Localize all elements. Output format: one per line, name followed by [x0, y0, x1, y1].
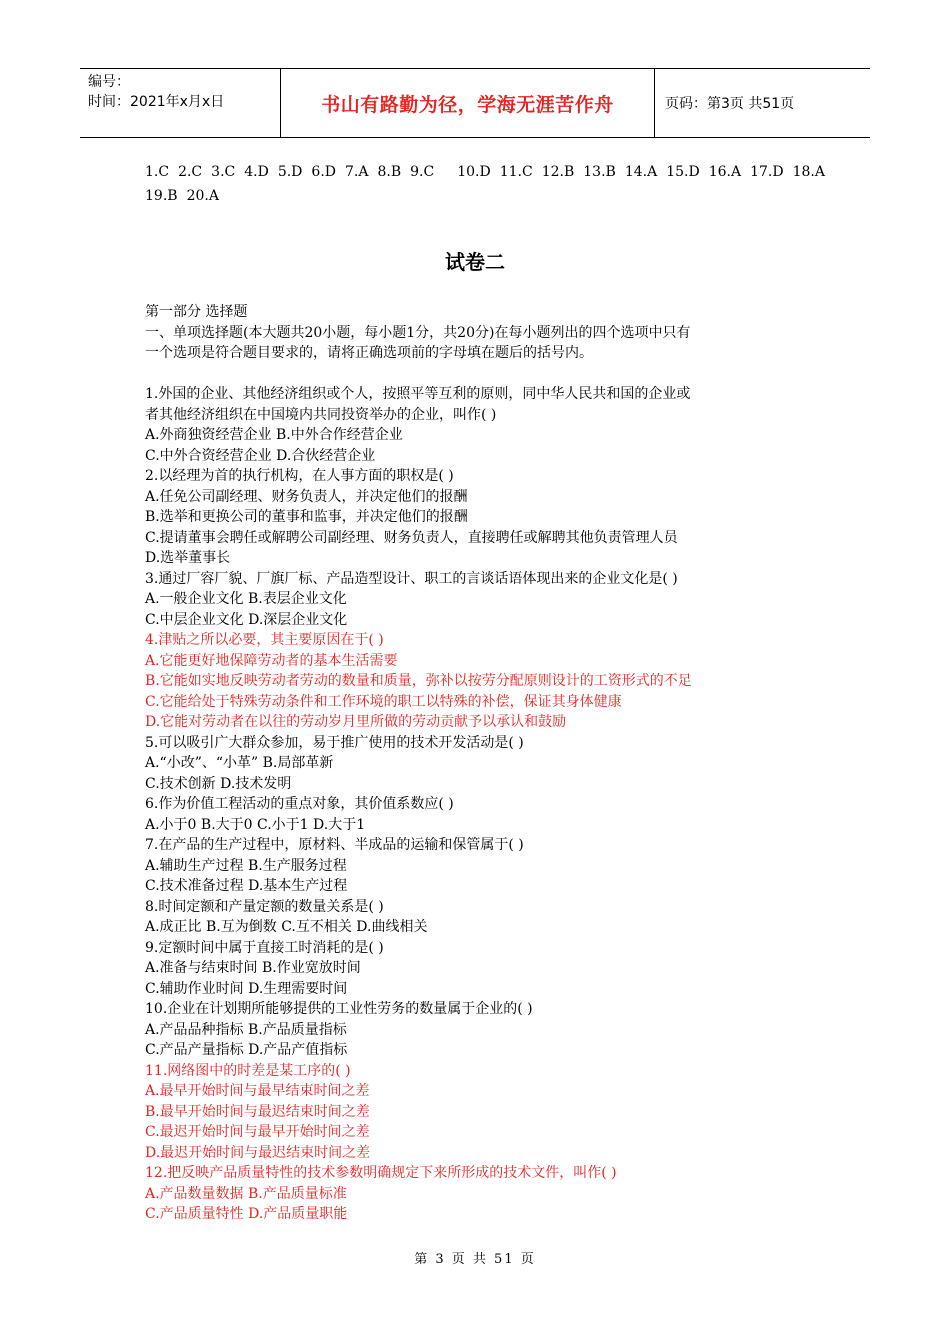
question-line: 2.以经理为首的执行机构，在人事方面的职权是( ) [145, 468, 454, 484]
question-line: 8.时间定额和产量定额的数量关系是( ) [145, 898, 384, 915]
answer-item: 14.A [624, 164, 658, 180]
header-motto-cell [281, 69, 655, 137]
question-line: B.它能如实地反映劳动者劳动的数量和质量，弥补以按劳分配原则设计的工资形式的不足 [145, 673, 692, 689]
question-line: A.产品数量数据 B.产品质量标准 [145, 1185, 347, 1202]
question-line: A.最早开始时间与最早结束时间之差 [145, 1083, 370, 1099]
question-line: B.最早开始时间与最迟结束时间之差 [145, 1103, 370, 1120]
section-instructions-1: 一、单项选择题(本大题共20小题，每小题1分，共20分)在每小题列出的四个选项中只有 [145, 324, 691, 341]
question-line: C.提请董事会聘任或解聘公司副经理、财务负责人，直接聘任或解聘其他负责管理人员 [145, 529, 678, 546]
question-line: 者其他经济组织在中国境内共同投资举办的企业，叫作( ) [145, 406, 497, 423]
answer-key [145, 160, 845, 208]
question-line: C.产品产量指标 D.产品产值指标 [145, 1042, 348, 1058]
section-part: 第一部分 选择题 [145, 304, 248, 320]
header-page-cell [655, 69, 870, 137]
answer-item: 15.D [666, 164, 700, 180]
answer-item: 6.D [311, 164, 337, 180]
question-line: A.准备与结束时间 B.作业宽放时间 [145, 960, 361, 976]
question-line: 7.在产品的生产过程中，原材料、半成品的运输和保管属于( ) [145, 837, 524, 853]
code-label: 编号： [88, 74, 130, 90]
question-line: C.它能给处于特殊劳动条件和工作环境的职工以特殊的补偿，保证其身体健康 [145, 693, 622, 710]
answer-item: 4.D [244, 164, 269, 180]
header-meta-cell [80, 69, 281, 137]
answer-item: 1.C [145, 164, 170, 180]
question-line: C.产品质量特性 D.产品质量职能 [145, 1206, 348, 1222]
question-line: C.中外合资经营企业 D.合伙经营企业 [145, 447, 376, 464]
page-info: 页码：第3页 共51页 [665, 96, 795, 112]
question-line: A.产品品种指标 B.产品质量指标 [145, 1021, 347, 1038]
question-line: 11.网络图中的时差是某工序的( ) [145, 1062, 351, 1079]
question-line: A.辅助生产过程 B.生产服务过程 [145, 857, 347, 874]
section-instructions-2: 一个选项是符合题目要求的，请将正确选项前的字母填在题后的括号内。 [145, 345, 593, 361]
answer-item: 12.B [541, 164, 575, 180]
question-line: A.任免公司副经理、财务负责人，并决定他们的报酬 [145, 488, 468, 505]
time-label: 时间：2021年x月x日 [88, 94, 225, 110]
answer-item: 3.C [211, 164, 236, 180]
answer-item: 11.C [499, 164, 533, 180]
question-line: B.选举和更换公司的董事和监事，并决定他们的报酬 [145, 509, 468, 525]
question-line: C.技术创新 D.技术发明 [145, 775, 292, 792]
question-line: A.外商独资经营企业 B.中外合作经营企业 [145, 427, 403, 443]
answer-item: 16.A [708, 164, 742, 180]
question-line: C.辅助作业时间 D.生理需要时间 [145, 980, 348, 997]
question-line: C.技术准备过程 D.基本生产过程 [145, 878, 348, 894]
question-line: 1.外国的企业、其他经济组织或个人，按照平等互利的原则，同中华人民共和国的企业或 [145, 386, 691, 402]
question-list [145, 384, 825, 1225]
question-line: 5.可以吸引广大群众参加，易于推广使用的技术开发活动是( ) [145, 734, 524, 751]
question-line: D.它能对劳动者在以往的劳动岁月里所做的劳动贡献予以承认和鼓励 [145, 714, 567, 730]
motto-text: 书山有路勤为径，学海无涯苦作舟 [321, 93, 614, 116]
page-header [80, 68, 870, 138]
answer-item: 17.D [750, 164, 784, 180]
question-line: 12.把反映产品质量特性的技术参数明确规定下来所形成的技术文件，叫作( ) [145, 1165, 617, 1181]
question-line: D.最迟开始时间与最迟结束时间之差 [145, 1144, 371, 1161]
spacer [145, 364, 825, 385]
answer-item: 18.A [792, 164, 825, 180]
answer-item: 8.B [377, 164, 402, 180]
answer-item: 2.C [178, 164, 203, 180]
question-line: A.一般企业文化 B.表层企业文化 [145, 591, 347, 607]
question-line: 6.作为价值工程活动的重点对象，其价值系数应( ) [145, 796, 454, 812]
answer-item: 5.D [277, 164, 303, 180]
answer-item: 9.C [410, 164, 435, 180]
question-line: A.小于0 B.大于0 C.小于1 D.大于1 [145, 816, 366, 833]
question-line: C.最迟开始时间与最早开始时间之差 [145, 1124, 370, 1140]
exam-title: 试卷二 [445, 250, 505, 274]
question-section [145, 302, 825, 1225]
answer-item: 19.B [145, 188, 178, 204]
answer-item: 13.B [583, 164, 616, 180]
question-line: 3.通过厂容厂貌、厂旗厂标、产品造型设计、职工的言谈话语体现出来的企业文化是( ) [145, 570, 678, 587]
question-line: 9.定额时间中属于直接工时消耗的是( ) [145, 939, 384, 956]
question-line: D.选举董事长 [145, 550, 231, 566]
question-line: A.成正比 B.互为倒数 C.互不相关 D.曲线相关 [145, 919, 428, 935]
answer-item: 7.A [345, 164, 369, 180]
answer-item: 10.D [457, 164, 491, 180]
page-footer: 第 3 页 共 51 页 [414, 1252, 536, 1267]
answer-item: 20.A [186, 188, 219, 204]
question-line: 4.津贴之所以必要，其主要原因在于( ) [145, 632, 384, 648]
question-line: A.“小改”、“小革” B.局部革新 [145, 755, 334, 771]
question-line: A.它能更好地保障劳动者的基本生活需要 [145, 652, 398, 669]
question-line: C.中层企业文化 D.深层企业文化 [145, 611, 348, 628]
question-line: 10.企业在计划期所能够提供的工业性劳务的数量属于企业的( ) [145, 1001, 533, 1017]
